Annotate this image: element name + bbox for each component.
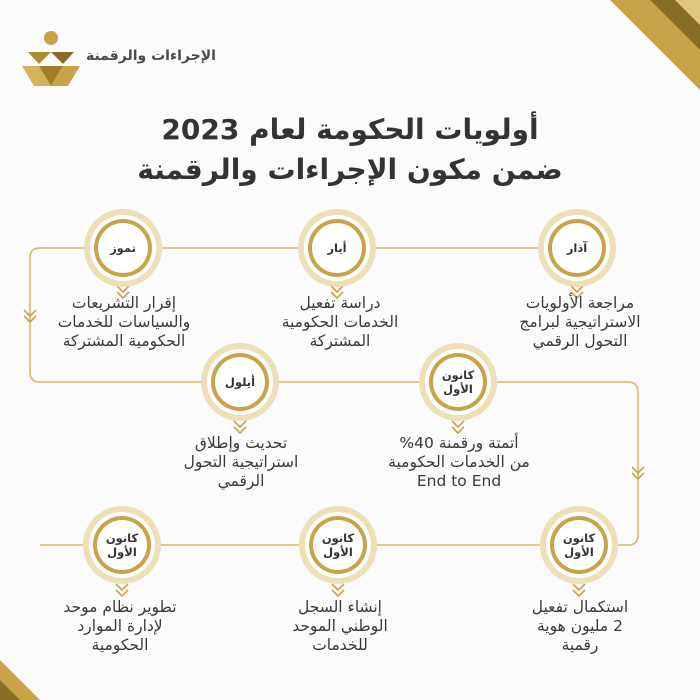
chevron-down-icon — [116, 584, 128, 596]
milestone-node — [419, 343, 497, 421]
brand-name: الإجراءات والرقمنة — [86, 48, 216, 64]
milestone-description: أتمتة ورقمنة 40% من الخدمات الحكومية End to End — [388, 434, 530, 490]
milestone-node — [298, 209, 376, 287]
milestone-node — [540, 506, 618, 584]
chevron-down-icon — [452, 421, 464, 433]
milestone-description: تحديث وإطلاق استراتيجية التحول الرقمي — [183, 434, 299, 490]
milestone-description: استكمال تفعيل 2 مليون هوية رقمية — [531, 598, 629, 654]
milestone-node — [84, 209, 162, 287]
milestone-node — [201, 343, 279, 421]
milestone-description: إقرار التشريعات والسياسات للخدمات الحكومية المشتركة — [57, 294, 191, 350]
milestone-month: كانون الأول — [105, 531, 139, 559]
milestone-month: آذار — [566, 241, 588, 255]
chevron-down-icon — [332, 584, 344, 596]
milestone-description: تطوير نظام موحد لإدارة الموارد الحكومية — [63, 598, 177, 654]
chevron-down-icon — [234, 421, 246, 433]
milestone-month: تموز — [110, 241, 136, 255]
milestone-description: مراجعة الأولويات الاستراتيجية لبرامج التحول الرقمي — [519, 294, 641, 350]
milestone-month: كانون الأول — [321, 531, 355, 559]
page-title: أولويات الحكومة لعام 2023 — [161, 113, 539, 146]
timeline-path — [30, 248, 638, 545]
milestone-month: كانون الأول — [441, 368, 475, 396]
chevron-down-icon — [573, 584, 585, 596]
milestone-node — [83, 506, 161, 584]
milestone-description: دراسة تفعيل الخدمات الحكومية المشتركة — [281, 294, 399, 350]
milestone-month: أيلول — [224, 375, 256, 389]
page-subtitle: ضمن مكون الإجراءات والرقمنة — [137, 153, 563, 186]
milestone-month: كانون الأول — [562, 531, 596, 559]
milestone-node — [538, 209, 616, 287]
milestone-month: أيار — [327, 241, 347, 255]
milestone-description: إنشاء السجل الوطني الموحد للخدمات — [292, 598, 388, 654]
milestone-node — [299, 506, 377, 584]
